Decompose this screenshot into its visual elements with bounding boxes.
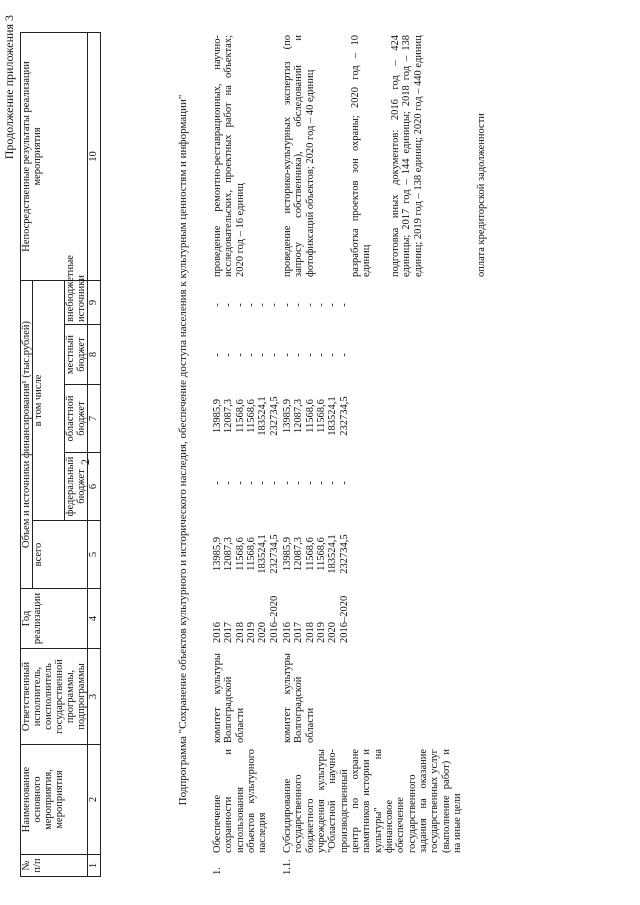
regional-values: 13985,9 12087,3 11568,6 11568,6 183524,1 232734,5 bbox=[212, 396, 280, 436]
result-block: подготовка иных документов: 2016 год – 424 единицы; 2017 год – 144 единицы; 2018 год – 138 единиц; 2019 год – 138 единиц; 2020 год – 440 единиц bbox=[390, 35, 424, 277]
page-number: 2 bbox=[78, 459, 92, 465]
total-values: 13985,9 12087,3 11568,6 11568,6 183524,1 232734,5 bbox=[282, 534, 350, 574]
result-block: разработка проектов зон охраны; 2020 год – 10 единиц bbox=[350, 35, 373, 277]
column-number: 2 bbox=[88, 745, 101, 855]
local-values: - - - - - - bbox=[282, 353, 350, 357]
row-number: 1.1. bbox=[282, 859, 293, 875]
result-block: оплата кредиторской задолженности bbox=[476, 113, 487, 277]
total-values: 13985,9 12087,3 11568,6 11568,6 183524,1 232734,5 bbox=[212, 534, 280, 574]
executor: комитет культуры Волгоградской области bbox=[282, 653, 316, 743]
header-year: Год реализации bbox=[21, 589, 88, 649]
column-number: 7 bbox=[88, 385, 101, 453]
regional-values: 13985,9 12087,3 11568,6 11568,6 183524,1 232734,5 bbox=[282, 396, 350, 436]
column-number: 10 bbox=[88, 32, 101, 280]
row-number: 1. bbox=[212, 867, 223, 875]
header-federal: федеральный бюджет bbox=[65, 453, 88, 521]
activity-name: Обеспечение сохранности и использования объектов культурного наследия bbox=[212, 749, 269, 853]
header-executor: Ответственный исполнитель, соисполнитель государственной программы, подпрограммы bbox=[21, 649, 88, 745]
activity-name: Субсидирование государственного бюджетного учреждения культуры "Областной научно-производственный центр по охране памятников истории и культуры" на финансовое обеспечение государственного задания на оказание государственных услуг (выполнение работ) и на иные цели bbox=[282, 749, 463, 853]
header-results: Непосредственные результаты реализации мероприятия bbox=[21, 32, 88, 280]
executor: комитет культуры Волгоградской области bbox=[212, 653, 246, 743]
header-number: № п/п bbox=[21, 855, 88, 877]
column-number: 3 bbox=[88, 649, 101, 745]
federal-values: - - - - - - bbox=[212, 481, 280, 485]
year-list: 2016 2017 2018 2019 2020 2016–2020 bbox=[282, 595, 350, 643]
header-local: местный бюджет bbox=[65, 325, 88, 385]
federal-values: - - - - - - bbox=[282, 481, 350, 485]
funding-table-header bbox=[20, 32, 101, 877]
column-number: 8 bbox=[88, 325, 101, 385]
result-text: проведение ремонтно-реставрационных, научно-исследовательских, проектных работ на объектах; 2020 год – 16 единиц bbox=[212, 35, 246, 277]
column-number: 5 bbox=[88, 521, 101, 589]
offbudget-values: - - - - - - bbox=[212, 303, 280, 307]
header-total: всего bbox=[33, 521, 88, 589]
column-number: 4 bbox=[88, 589, 101, 649]
column-number: 1 bbox=[88, 855, 101, 877]
header-funding: Объем и источники финансирования¹ (тыс.рублей) bbox=[21, 280, 33, 588]
year-list: 2016 2017 2018 2019 2020 2016–2020 bbox=[212, 595, 280, 643]
header-activity-name: Наименование основного мероприятия, мероприятия bbox=[21, 745, 88, 855]
header-offbudget: внебюджетные источники bbox=[65, 280, 88, 324]
header-in-total: в том числе bbox=[33, 280, 65, 520]
header-regional: областной бюджет bbox=[65, 385, 88, 453]
subprogram-title: Подпрограмма "Сохранение объектов культурного и исторического наследия, обеспечение доступа населения к культурным ценностям и информации" bbox=[177, 94, 189, 806]
offbudget-values: - - - - - - bbox=[282, 303, 350, 307]
column-number: 9 bbox=[88, 280, 101, 324]
local-values: - - - - - - bbox=[212, 353, 280, 357]
column-number: 6 bbox=[88, 453, 101, 521]
appendix-continuation: Продолжение приложения 3 bbox=[2, 15, 16, 160]
result-block: проведение историко-культурных экспертиз (по запросу собственника), обследований и фотофиксаций объектов; 2020 год – 40 единиц bbox=[282, 35, 316, 277]
